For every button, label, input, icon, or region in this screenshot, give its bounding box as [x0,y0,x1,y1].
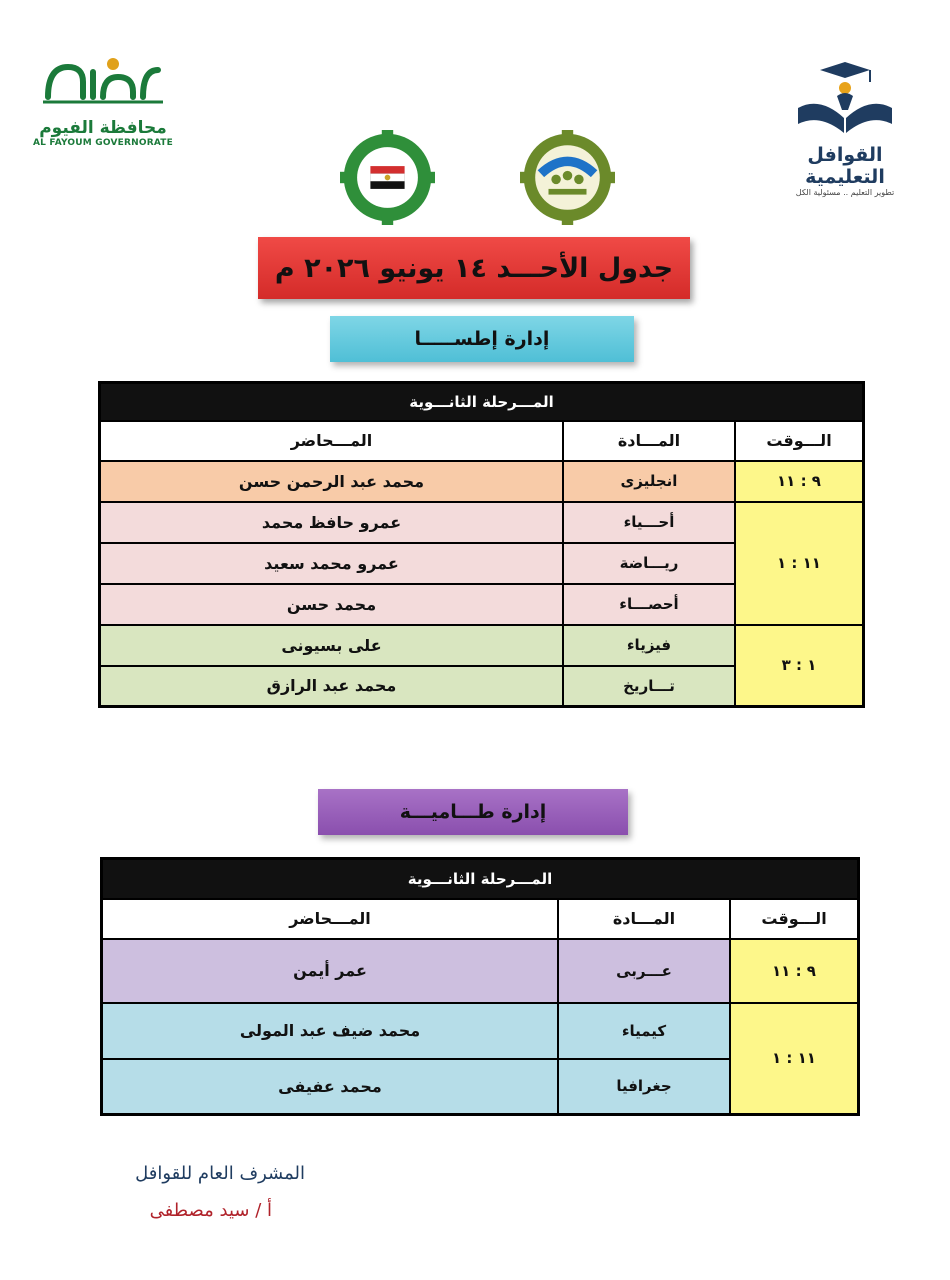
subject-cell: انجليزى [563,461,735,502]
department-banner-tamiya: إدارة طـــاميـــة [318,789,628,835]
time-cell: ٩ : ١١ [730,939,859,1003]
subject-column-header: المـــادة [558,899,730,939]
lecturer-cell: محمد عفيفى [102,1059,559,1115]
schedule-table-tamiya [100,857,860,1116]
time-column-header: الـــوقت [735,421,864,461]
time-cell: ٩ : ١١ [735,461,864,502]
lecturer-cell: عمر أيمن [102,939,559,1003]
graduation-book-icon [790,58,900,138]
time-cell: ١١ : ١ [735,502,864,625]
fayoum-emblem-icon [38,52,168,112]
table-row [102,1003,859,1059]
supervisor-title: المشرف العام للقوافل [135,1163,305,1184]
department-banner-esna: إدارة إطســـــا [330,316,634,362]
subject-cell: تـــاريخ [563,666,735,707]
lecturer-cell: محمد عبد الرحمن حسن [100,461,564,502]
time-column-header: الـــوقت [730,899,859,939]
qawafel-logo-slogan: تطوير التعليم .. مسئولية الكل [795,188,895,197]
qawafel-logo [770,58,920,197]
directorate-seal-icon [340,130,435,225]
schedule-title-banner: جدول الأحـــد ١٤ يونيو ٢٠٢٦ م [258,237,690,299]
fayoum-logo-english: AL FAYOUM GOVERNORATE [32,138,173,148]
lecturer-column-header: المـــحاضر [100,421,564,461]
table-row [100,461,864,502]
subject-cell: ريـــاضة [563,543,735,584]
subject-cell: كيمياء [558,1003,730,1059]
subject-cell: فيزياء [563,625,735,666]
time-cell: ١١ : ١ [730,1003,859,1115]
subject-cell: جغرافيا [558,1059,730,1115]
lecturer-cell: محمد ضيف عبد المولى [102,1003,559,1059]
education-seal-icon [520,130,615,225]
subject-cell: أحصـــاء [563,584,735,625]
lecturer-cell: عمرو حافظ محمد [100,502,564,543]
lecturer-cell: محمد عبد الرازق [100,666,564,707]
lecturer-cell: عمرو محمد سعيد [100,543,564,584]
table-row [102,939,859,1003]
subject-cell: أحـــياء [563,502,735,543]
table-row [100,625,864,666]
lecturer-cell: محمد حسن [100,584,564,625]
fayoum-logo-arabic: محافظة الفيوم [39,118,167,138]
stage-header: المـــرحلة الثانـــوية [100,383,864,421]
supervisor-name: أ / سيد مصطفى [149,1200,272,1221]
schedule-table-esna [98,381,865,708]
table-row [100,502,864,543]
stage-header: المـــرحلة الثانـــوية [102,859,859,899]
subject-cell: عـــربى [558,939,730,1003]
lecturer-cell: على بسيونى [100,625,564,666]
qawafel-logo-arabic: القوافل التعليمية [805,144,885,188]
lecturer-column-header: المـــحاضر [102,899,559,939]
subject-column-header: المـــادة [563,421,735,461]
time-cell: ١ : ٣ [735,625,864,707]
fayoum-governorate-logo [28,52,178,162]
